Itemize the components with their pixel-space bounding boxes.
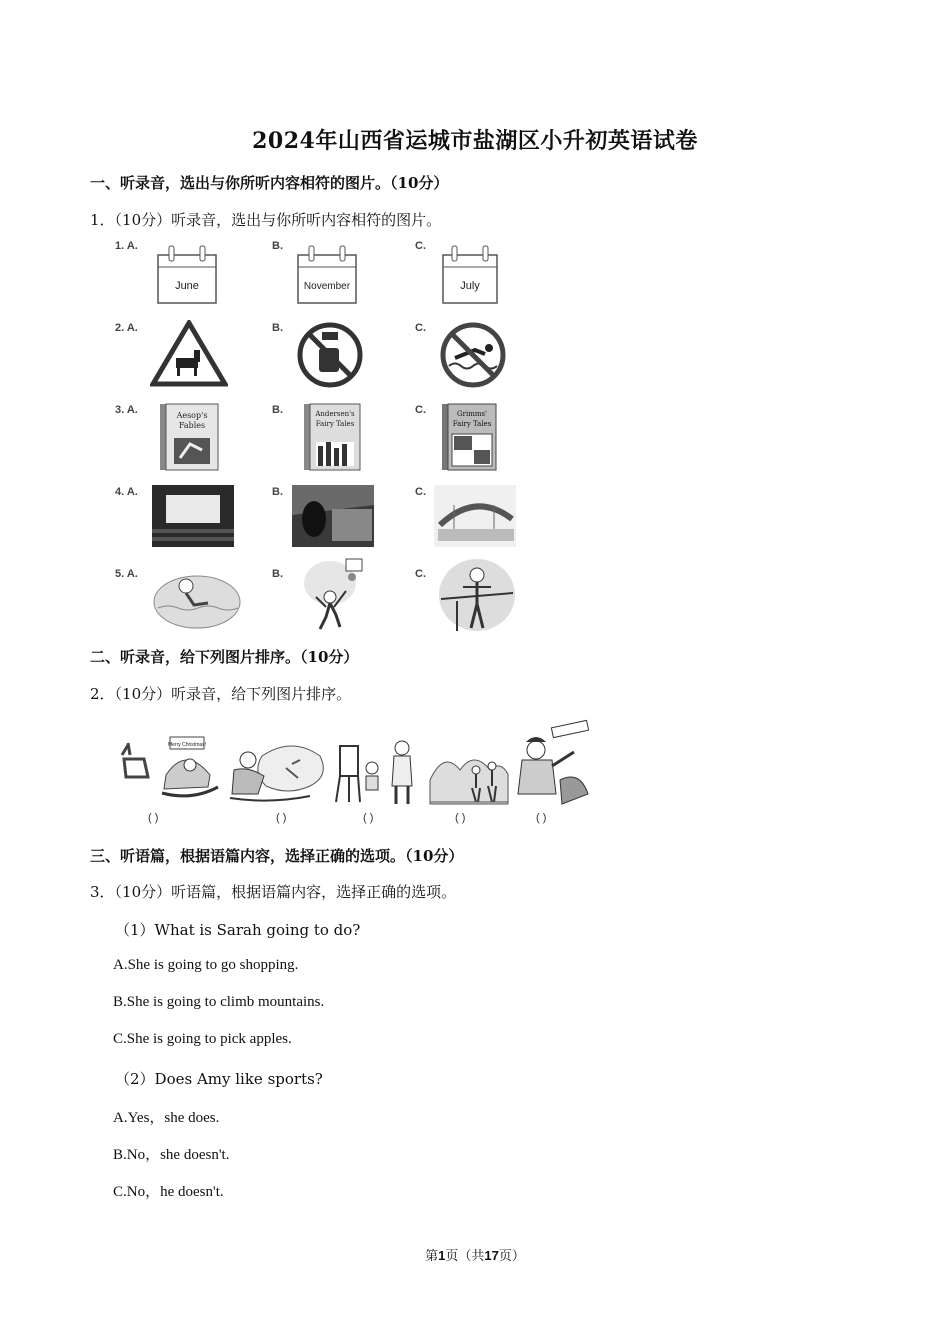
blank-2[interactable]: ( ) <box>276 812 287 824</box>
section3-heading: 三、听语篇，根据语篇内容，选择正确的选项。（10分） <box>90 847 464 865</box>
section1-heading: 一、听录音，选出与你所听内容相符的图片。（10分） <box>90 174 449 192</box>
calendar-november-text: November <box>303 281 351 292</box>
footer-prefix: 第 <box>425 1249 439 1264</box>
calendar-july-text: July <box>460 280 480 292</box>
merry-christmas-banner: Merry Christmas! <box>167 742 207 748</box>
cinema-photo <box>152 485 234 547</box>
q1-option-b[interactable]: B.She is going to climb mountains. <box>113 994 325 1010</box>
blank-4[interactable]: ( ) <box>455 812 466 824</box>
aesops-fables-book-image <box>158 402 220 472</box>
boy-swimming-image <box>152 560 242 632</box>
row1-label-b: B. <box>272 240 283 252</box>
footer-total-pages: 17 <box>484 1248 499 1263</box>
book-c-title2: Fairy Tales <box>452 420 492 428</box>
question2-text: 2．（10分）听录音，给下列图片排序。 <box>90 685 352 703</box>
row5-label-a: 5. A. <box>115 568 138 580</box>
page-footer <box>0 1245 950 1264</box>
boy-painting-with-man-image <box>332 738 424 806</box>
row1-label-c: C. <box>415 240 426 252</box>
q2-option-c[interactable]: C.No，he doesn't. <box>113 1184 224 1200</box>
no-littering-sign-icon <box>295 320 365 390</box>
row4-label-a: 4. A. <box>115 486 138 498</box>
andersens-fairy-tales-book-image <box>302 402 362 472</box>
sub-question-1: （1）What is Sarah going to do? <box>115 921 361 939</box>
section2-heading: 二、听录音，给下列图片排序。（10分） <box>90 648 359 666</box>
q2-option-b[interactable]: B.No，she doesn't. <box>113 1147 230 1163</box>
q2-option-a[interactable]: A.Yes，she does. <box>113 1110 220 1126</box>
footer-suffix: 页） <box>498 1249 525 1264</box>
q1-option-c[interactable]: C.She is going to pick apples. <box>113 1031 292 1047</box>
blank-1[interactable]: ( ) <box>148 812 159 824</box>
book-b-title1: Andersen's <box>315 410 355 418</box>
sub-question-2: （2）Does Amy like sports? <box>115 1070 323 1088</box>
calendar-november-image <box>295 243 360 305</box>
calendar-june-image <box>155 243 220 305</box>
girl-skating-image <box>437 557 517 633</box>
row4-label-b: B. <box>272 486 283 498</box>
row1-label-a: 1. A. <box>115 240 138 252</box>
santa-sleigh-image <box>112 725 222 805</box>
row5-label-b: B. <box>272 568 283 580</box>
row5-label-c: C. <box>415 568 426 580</box>
q1-option-a[interactable]: A.She is going to go shopping. <box>113 957 299 973</box>
museum-hall-photo <box>292 485 374 547</box>
horse-warning-sign-icon <box>150 320 228 388</box>
row3-label-b: B. <box>272 404 283 416</box>
grimms-fairy-tales-book-image <box>440 402 498 472</box>
question3-text: 3．（10分）听语篇，根据语篇内容，选择正确的选项。 <box>90 883 457 901</box>
row3-label-c: C. <box>415 404 426 416</box>
book-a-title2: Fables <box>178 421 206 430</box>
girl-reading-by-tree-image <box>226 738 330 806</box>
family-hiking-image <box>426 740 512 806</box>
man-with-ruler-image <box>512 718 592 808</box>
row2-label-a: 2. A. <box>115 322 138 334</box>
row3-label-a: 3. A. <box>115 404 138 416</box>
blank-5[interactable]: ( ) <box>536 812 547 824</box>
page-title: 2024年山西省运城市盐湖区小升初英语试卷 <box>252 128 698 154</box>
row2-label-c: C. <box>415 322 426 334</box>
blank-3[interactable]: ( ) <box>363 812 374 824</box>
row2-label-b: B. <box>272 322 283 334</box>
book-b-title2: Fairy Tales <box>315 420 355 428</box>
row4-label-c: C. <box>415 486 426 498</box>
footer-mid: 页（共 <box>445 1249 485 1264</box>
book-c-title1: Grimms' <box>457 410 487 418</box>
boy-playing-basketball-image <box>300 555 372 633</box>
stadium-photo <box>434 485 516 547</box>
footer-page-number: 1 <box>438 1248 446 1263</box>
calendar-june-text: June <box>175 280 199 292</box>
no-swimming-sign-icon <box>437 320 509 390</box>
calendar-july-image <box>440 243 500 305</box>
book-a-title1: Aesop's <box>176 411 208 420</box>
question1-text: 1．（10分）听录音，选出与你所听内容相符的图片。 <box>90 211 442 229</box>
